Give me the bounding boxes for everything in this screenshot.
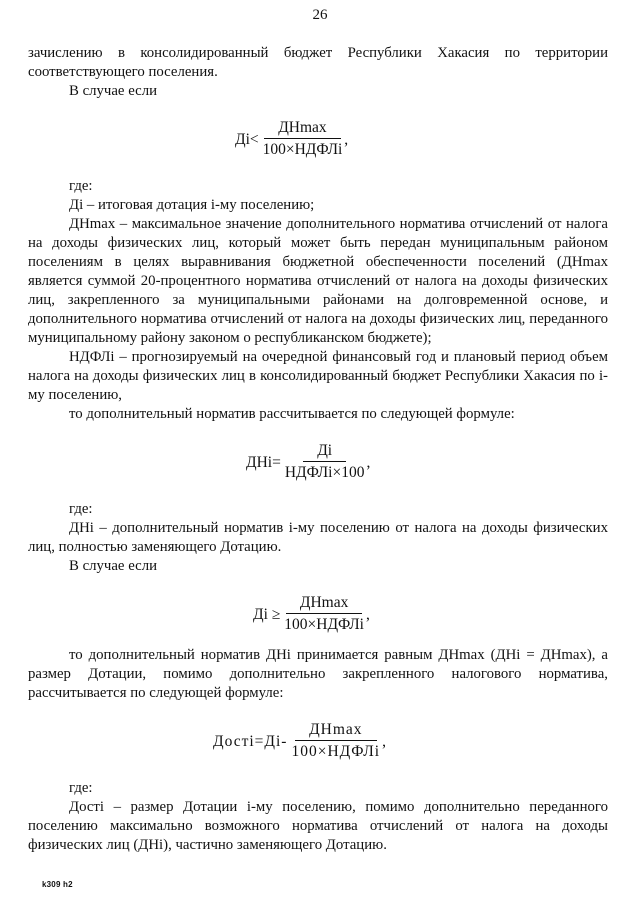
formula-1-tail: , bbox=[344, 130, 349, 148]
formula-2-tail: , bbox=[366, 453, 371, 471]
formula-3-fraction bbox=[284, 594, 364, 634]
formula-3 bbox=[28, 576, 608, 636]
page-number: 26 bbox=[312, 7, 328, 23]
paragraph-case-1: В случае если bbox=[69, 83, 158, 99]
formula-4-expression bbox=[213, 721, 387, 761]
paragraph-intro: зачислению в консолидированный бюджет Республики Хакасия по территории соответствующего поселения. bbox=[28, 45, 608, 80]
formula-4 bbox=[28, 703, 608, 769]
formula-4-left: Достi=Дi- bbox=[213, 732, 288, 750]
formula-1-expression bbox=[235, 119, 348, 159]
formula-4-fraction bbox=[291, 721, 380, 761]
formula-4-denominator: 100×НДФЛi bbox=[291, 743, 381, 760]
formula-1-denominator: 100×НДФЛi bbox=[262, 141, 343, 158]
spacer bbox=[28, 636, 608, 646]
paragraph-definition-5: Достi – размер Дотации i-му поселению, помимо дополнительно переданного поселению максимально возможного норматива отчислений от налога на доходы физических лиц (ДНi), частично заменяющего Дотацию. bbox=[28, 799, 608, 853]
formula-1-numerator: ДНmax bbox=[264, 119, 340, 139]
formula-3-denominator: 100×НДФЛi bbox=[284, 616, 364, 633]
formula-1 bbox=[28, 101, 608, 167]
paragraph-then-1: то дополнительный норматив рассчитывается по следующей формуле: bbox=[69, 406, 515, 422]
formula-2-left: ДНi= bbox=[246, 453, 281, 471]
spacer bbox=[28, 167, 608, 177]
formula-2-expression bbox=[246, 442, 370, 482]
spacer bbox=[28, 490, 608, 500]
formula-3-expression bbox=[253, 594, 370, 634]
paragraph-definition-4: ДНi – дополнительный норматив i-му поселению от налога на доходы физических лиц, полностью заменяющего Дотацию. bbox=[28, 520, 608, 555]
formula-2-numerator: Дi bbox=[303, 442, 346, 462]
paragraph-definition-2: ДНmax – максимальное значение дополнительного норматива отчислений от налога на доходы физических лиц, который может быть передан муниципальным районом поселениям в целях выравнивания бюджетной обеспеченности поселений (ДНmax является суммой 20-процентного норматива отчислений от налога на доходы физических лиц, закрепленного за муниципальными районами на долговременной основе, и дополнительного норматива отчислений от налога на доходы физических лиц, переданного муниципальному району законом о республиканском бюджете); bbox=[28, 216, 608, 346]
formula-1-fraction bbox=[263, 119, 343, 159]
spacer bbox=[28, 769, 608, 779]
paragraph-where-1: где: bbox=[69, 178, 93, 194]
formula-3-tail: , bbox=[365, 605, 370, 623]
paragraph-where-2: где: bbox=[69, 501, 93, 517]
paragraph-definition-3: НДФЛi – прогнозируемый на очередной финансовый год и плановый период объем налога на доходы физических лиц в консолидированный бюджет Республики Хакасия по i-му поселению, bbox=[28, 349, 608, 403]
formula-4-numerator: ДНmax bbox=[295, 721, 376, 741]
document-body bbox=[28, 44, 608, 855]
formula-2 bbox=[28, 424, 608, 490]
formula-1-left: Дi< bbox=[235, 130, 259, 148]
formula-3-numerator: ДНmax bbox=[286, 594, 362, 614]
paragraph-then-2: то дополнительный норматив ДНi принимается равным ДНmax (ДНi = ДНmax), а размер Дотации, помимо дополнительно закрепленного налогового норматива, рассчитывается по следующей формуле: bbox=[28, 647, 608, 701]
document-footer-code: k309 h2 bbox=[42, 880, 73, 889]
formula-4-tail: , bbox=[382, 732, 387, 750]
formula-3-left: Дi ≥ bbox=[253, 605, 281, 623]
paragraph-where-3: где: bbox=[69, 780, 93, 796]
formula-2-fraction bbox=[285, 442, 365, 482]
paragraph-definition-1: Дi – итоговая дотация i-му поселению; bbox=[69, 197, 315, 213]
formula-2-denominator: НДФЛi×100 bbox=[284, 464, 365, 481]
paragraph-case-2: В случае если bbox=[69, 558, 158, 574]
